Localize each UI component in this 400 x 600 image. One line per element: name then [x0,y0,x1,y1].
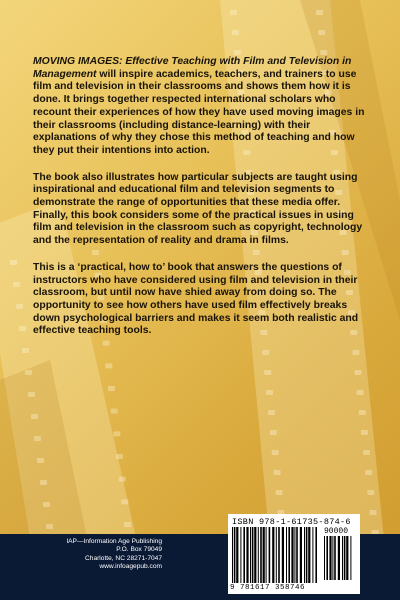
isbn-label: ISBN 978-1-61735-874-6 [232,517,351,527]
blurb-paragraph-3: This is a ‘practical, how to’ book that answers the questions of instructors who have considered using film and television in their classroom, but until now have shied away from doing so. The opportunity to see how others have used film effectively breaks down psychological barriers and makes it seem both realistic and effective teaching tools. [33,261,359,337]
barcode-block [228,514,360,594]
blurb [33,56,367,352]
blurb-paragraph-2: The book also illustrates how particular subjects are taught using inspirational and educational film and television segments to demonstrate the range of opportunities that these media offer. Finally, this book considers some of the practical issues in using film and television in the classroom such as copyright, technology and the representation of reality and drama in films. [33,171,363,247]
publisher-info [0,538,162,572]
publisher-po-box: P.O. Box 79049 [116,546,162,554]
publisher-city: Charlotte, NC 28271-7047 [85,554,162,562]
price-barcode-bars [324,536,356,580]
book-title-lead: MOVING IMAGES: Effective Teaching with Film and Television in Management [33,56,352,80]
barcode-number: 9 781617 358746 [230,584,306,592]
blurb-paragraph-1 [33,56,367,158]
publisher-name: IAP—Information Age Publishing [66,538,162,545]
barcode-bars [232,527,322,583]
blurb-paragraph-1-text: will inspire academics, teachers, and trainers to use film and television in their classrooms and shows them how it is done. It brings together respected international scholars who recount their experiences of how they have used moving images in their classrooms (including distance-learning) with their explanations of why they chose this method of teaching and how they put their intentions into action. [33,68,365,156]
price-code: 90000 [324,527,349,536]
publisher-website: www.infoagepub.com [99,563,162,571]
